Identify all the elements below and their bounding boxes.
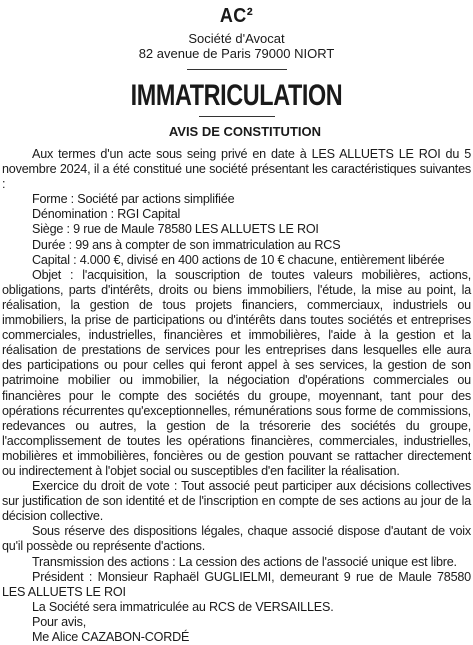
header-divider — [187, 69, 287, 70]
notice-subtitle: AVIS DE CONSTITUTION — [168, 124, 321, 139]
paragraph-seat: Siège : 9 rue de Maule 78580 LES ALLUETS LE ROI — [32, 222, 319, 237]
notice-body — [2, 147, 471, 645]
paragraph-signature: Me Alice CAZABON-CORDÉ — [32, 630, 190, 644]
firm-logo: AC² — [219, 5, 254, 27]
paragraph-duration: Durée : 99 ans à compter de son immatriculation au RCS — [32, 237, 341, 252]
paragraph-closing: Pour avis, — [32, 614, 86, 629]
paragraph-votes: Sous réserve des dispositions légales, chaque associé dispose d'autant de voix qu'il possède ou représente d'actions. — [2, 524, 471, 554]
firm-address: 82 avenue de Paris 79000 NIORT — [138, 46, 335, 61]
firm-header — [2, 0, 471, 139]
paragraph-intro: Aux termes d'un acte sous seing privé en date à LES ALLUETS LE ROI du 5 novembre 2024, il a été constitué une société présentant les caractéristiques suivantes : — [2, 147, 471, 192]
paragraph-name: Dénomination : RGI Capital — [32, 207, 181, 222]
paragraph-voting-rights: Exercice du droit de vote : Tout associé peut participer aux décisions collectives sur justification de son identité et de l'inscription en compte de ses actions au jour de la décision collective. — [2, 479, 471, 524]
paragraph-share-transfer: Transmission des actions : La cession des actions de l'associé unique est libre. — [32, 554, 457, 569]
notice-title: IMMATRICULATION — [130, 79, 343, 112]
title-divider — [199, 116, 275, 117]
paragraph-form: Forme : Société par actions simplifiée — [32, 192, 235, 207]
firm-type: Société d'Avocat — [188, 31, 285, 46]
paragraph-purpose: Objet : l'acquisition, la souscription de toutes valeurs mobilières, actions, obligations, parts d'intérêts, droits ou biens immobiliers, l'étude, la mise au point, la réalisation, la gestion de tous projets financiers, commerciaux, industriels ou immobiliers, la prise de participations ou d'intérêts dans toutes sociétés et entreprises commerciales, industrielles, financières et immobilières, l'aide à la gestion et la réalisation de prestations de services pour les entreprises dans lesquelles elle aura des participations ou pour celles qui feront appel à ses services, la gestion de son patrimoine mobilier ou immobilier, la négociation d'opérations commerciales ou financières pour le compte des sociétés du groupe, moyennant, tant pour des opérations récurrentes qu'exceptionnelles, rémunérations sous forme de commissions, redevances ou autres, la gestion de la trésorerie des sociétés du groupe, l'accomplissement de toutes les opérations financières, commerciales, industrielles, mobilières et immobilières, foncières ou de gestion pouvant se rattacher directement ou indirectement à l'objet social ou susceptibles d'en faciliter la réalisation. — [2, 267, 471, 478]
paragraph-registration: La Société sera immatriculée au RCS de VERSAILLES. — [32, 599, 334, 614]
paragraph-capital: Capital : 4.000 €, divisé en 400 actions de 10 € chacune, entièrement libérée — [32, 252, 445, 267]
paragraph-president: Président : Monsieur Raphaël GUGLIELMI, demeurant 9 rue de Maule 78580 LES ALLUETS LE ROI — [2, 569, 471, 599]
